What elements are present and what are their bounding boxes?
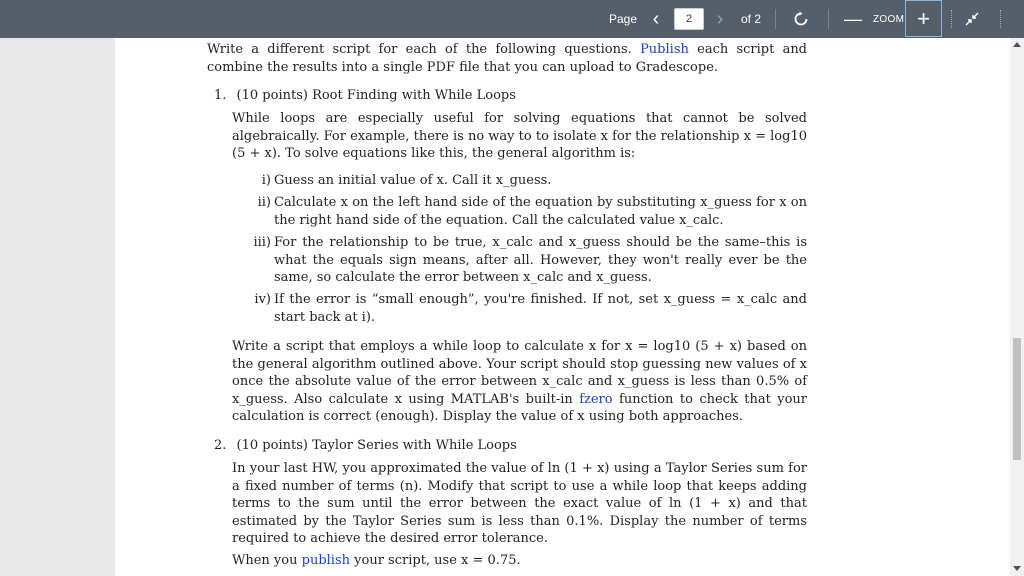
zoom-in-button[interactable]: + — [905, 0, 942, 37]
scroll-down-icon[interactable] — [1013, 566, 1021, 571]
list-number: iv) — [254, 292, 271, 307]
question-2-body — [232, 460, 807, 548]
list-text: Guess an initial value of x. Call it x_guess. — [274, 173, 552, 188]
paragraph-text: your script, use x = 0.75. — [354, 553, 521, 568]
question-1-task — [232, 338, 807, 426]
page-count-label: of 2 — [741, 12, 762, 26]
question-title: (10 points) Taylor Series with While Loops — [236, 438, 517, 453]
list-text: If the error is “small enough”, you're finished. If not, set x_guess = x_calc and start back at i). — [274, 292, 807, 325]
fzero-link[interactable]: fzero — [579, 391, 613, 407]
scroll-up-icon[interactable] — [1013, 42, 1021, 47]
scrollbar-thumb[interactable] — [1013, 338, 1021, 460]
list-text: Calculate x on the left hand side of the equation by substituting x_guess for x on the right hand side of the equation. Call the calculated value x_calc. — [274, 195, 807, 228]
next-page-button[interactable]: › — [716, 7, 724, 30]
intro-text: each script and combine the results into a single PDF file that you can upload to Gradescope. — [207, 42, 808, 75]
question-title: (10 points) Root Finding with While Loops — [236, 88, 516, 103]
collapse-icon — [964, 11, 980, 27]
exit-fullscreen-button[interactable] — [962, 0, 982, 38]
rotate-icon — [793, 11, 809, 27]
paragraph-text: In your last HW, you approximated the value of ln (1 + x) using a Taylor Series sum for a fixed number of terms (n). Modify that script to use a while loop that keeps adding terms to the sum until the error between the exact value of ln (1 + x) and that estimated by the Taylor Series sum is less than 0.1%. Display the number of terms required to achieve the desired error tolerance. — [232, 461, 807, 546]
question-2-note — [232, 552, 807, 570]
list-number: iii) — [253, 235, 271, 250]
page-number-input[interactable]: 2 — [674, 8, 704, 30]
question-1-heading — [214, 87, 814, 105]
paragraph-text: While loops are especially useful for solving equations that cannot be solved algebraically. For example, there is no way to to isolate x for the relationship x = log10 (5 + x). To solve equations like this, the general algorithm is: — [232, 111, 807, 161]
publish-link[interactable]: Publish — [640, 42, 689, 57]
paragraph-text: Write a script that employs a while loop to calculate x for x = log10 (5 + x) based on the general algorithm outlined above. Your script should stop guessing new values of x once the absolute value of the error between x_calc and x_guess is less than 0.5% of x_guess. Also calculate x using MATLAB's built-in — [232, 339, 807, 407]
question-number: 1. — [214, 88, 227, 103]
question-2-heading — [214, 437, 814, 455]
paragraph-text: function to check that your calculation is correct (enough). Display the value of x using both approaches. — [232, 391, 807, 424]
toolbar-divider — [951, 10, 952, 28]
list-text: For the relationship to be true, x_calc and x_guess should be the same–this is what the equals sign means, after all. However, they won't really ever be the same, so calculate the error between x_calc and x_guess. — [274, 235, 807, 285]
question-1-body — [232, 110, 807, 163]
publish-link[interactable]: publish — [301, 553, 351, 568]
zoom-out-button[interactable]: — — [844, 8, 862, 29]
rotate-button[interactable] — [790, 0, 812, 38]
list-number: i) — [261, 173, 271, 188]
paragraph-text: When you — [232, 553, 298, 568]
page-label: Page — [609, 12, 638, 26]
pdf-toolbar — [0, 0, 1024, 38]
previous-page-button[interactable]: ‹ — [652, 7, 660, 30]
intro-paragraph — [207, 41, 807, 76]
question-number: 2. — [214, 438, 227, 453]
toolbar-divider — [828, 9, 829, 29]
list-number: ii) — [257, 195, 271, 210]
toolbar-divider — [775, 9, 776, 29]
intro-text: Write a different script for each of the following questions. — [207, 42, 632, 57]
zoom-label: ZOOM — [873, 13, 905, 25]
algorithm-list — [232, 172, 807, 332]
pdf-page — [115, 38, 1010, 576]
vertical-scrollbar[interactable] — [1010, 38, 1024, 576]
toolbar-divider — [1000, 10, 1001, 28]
